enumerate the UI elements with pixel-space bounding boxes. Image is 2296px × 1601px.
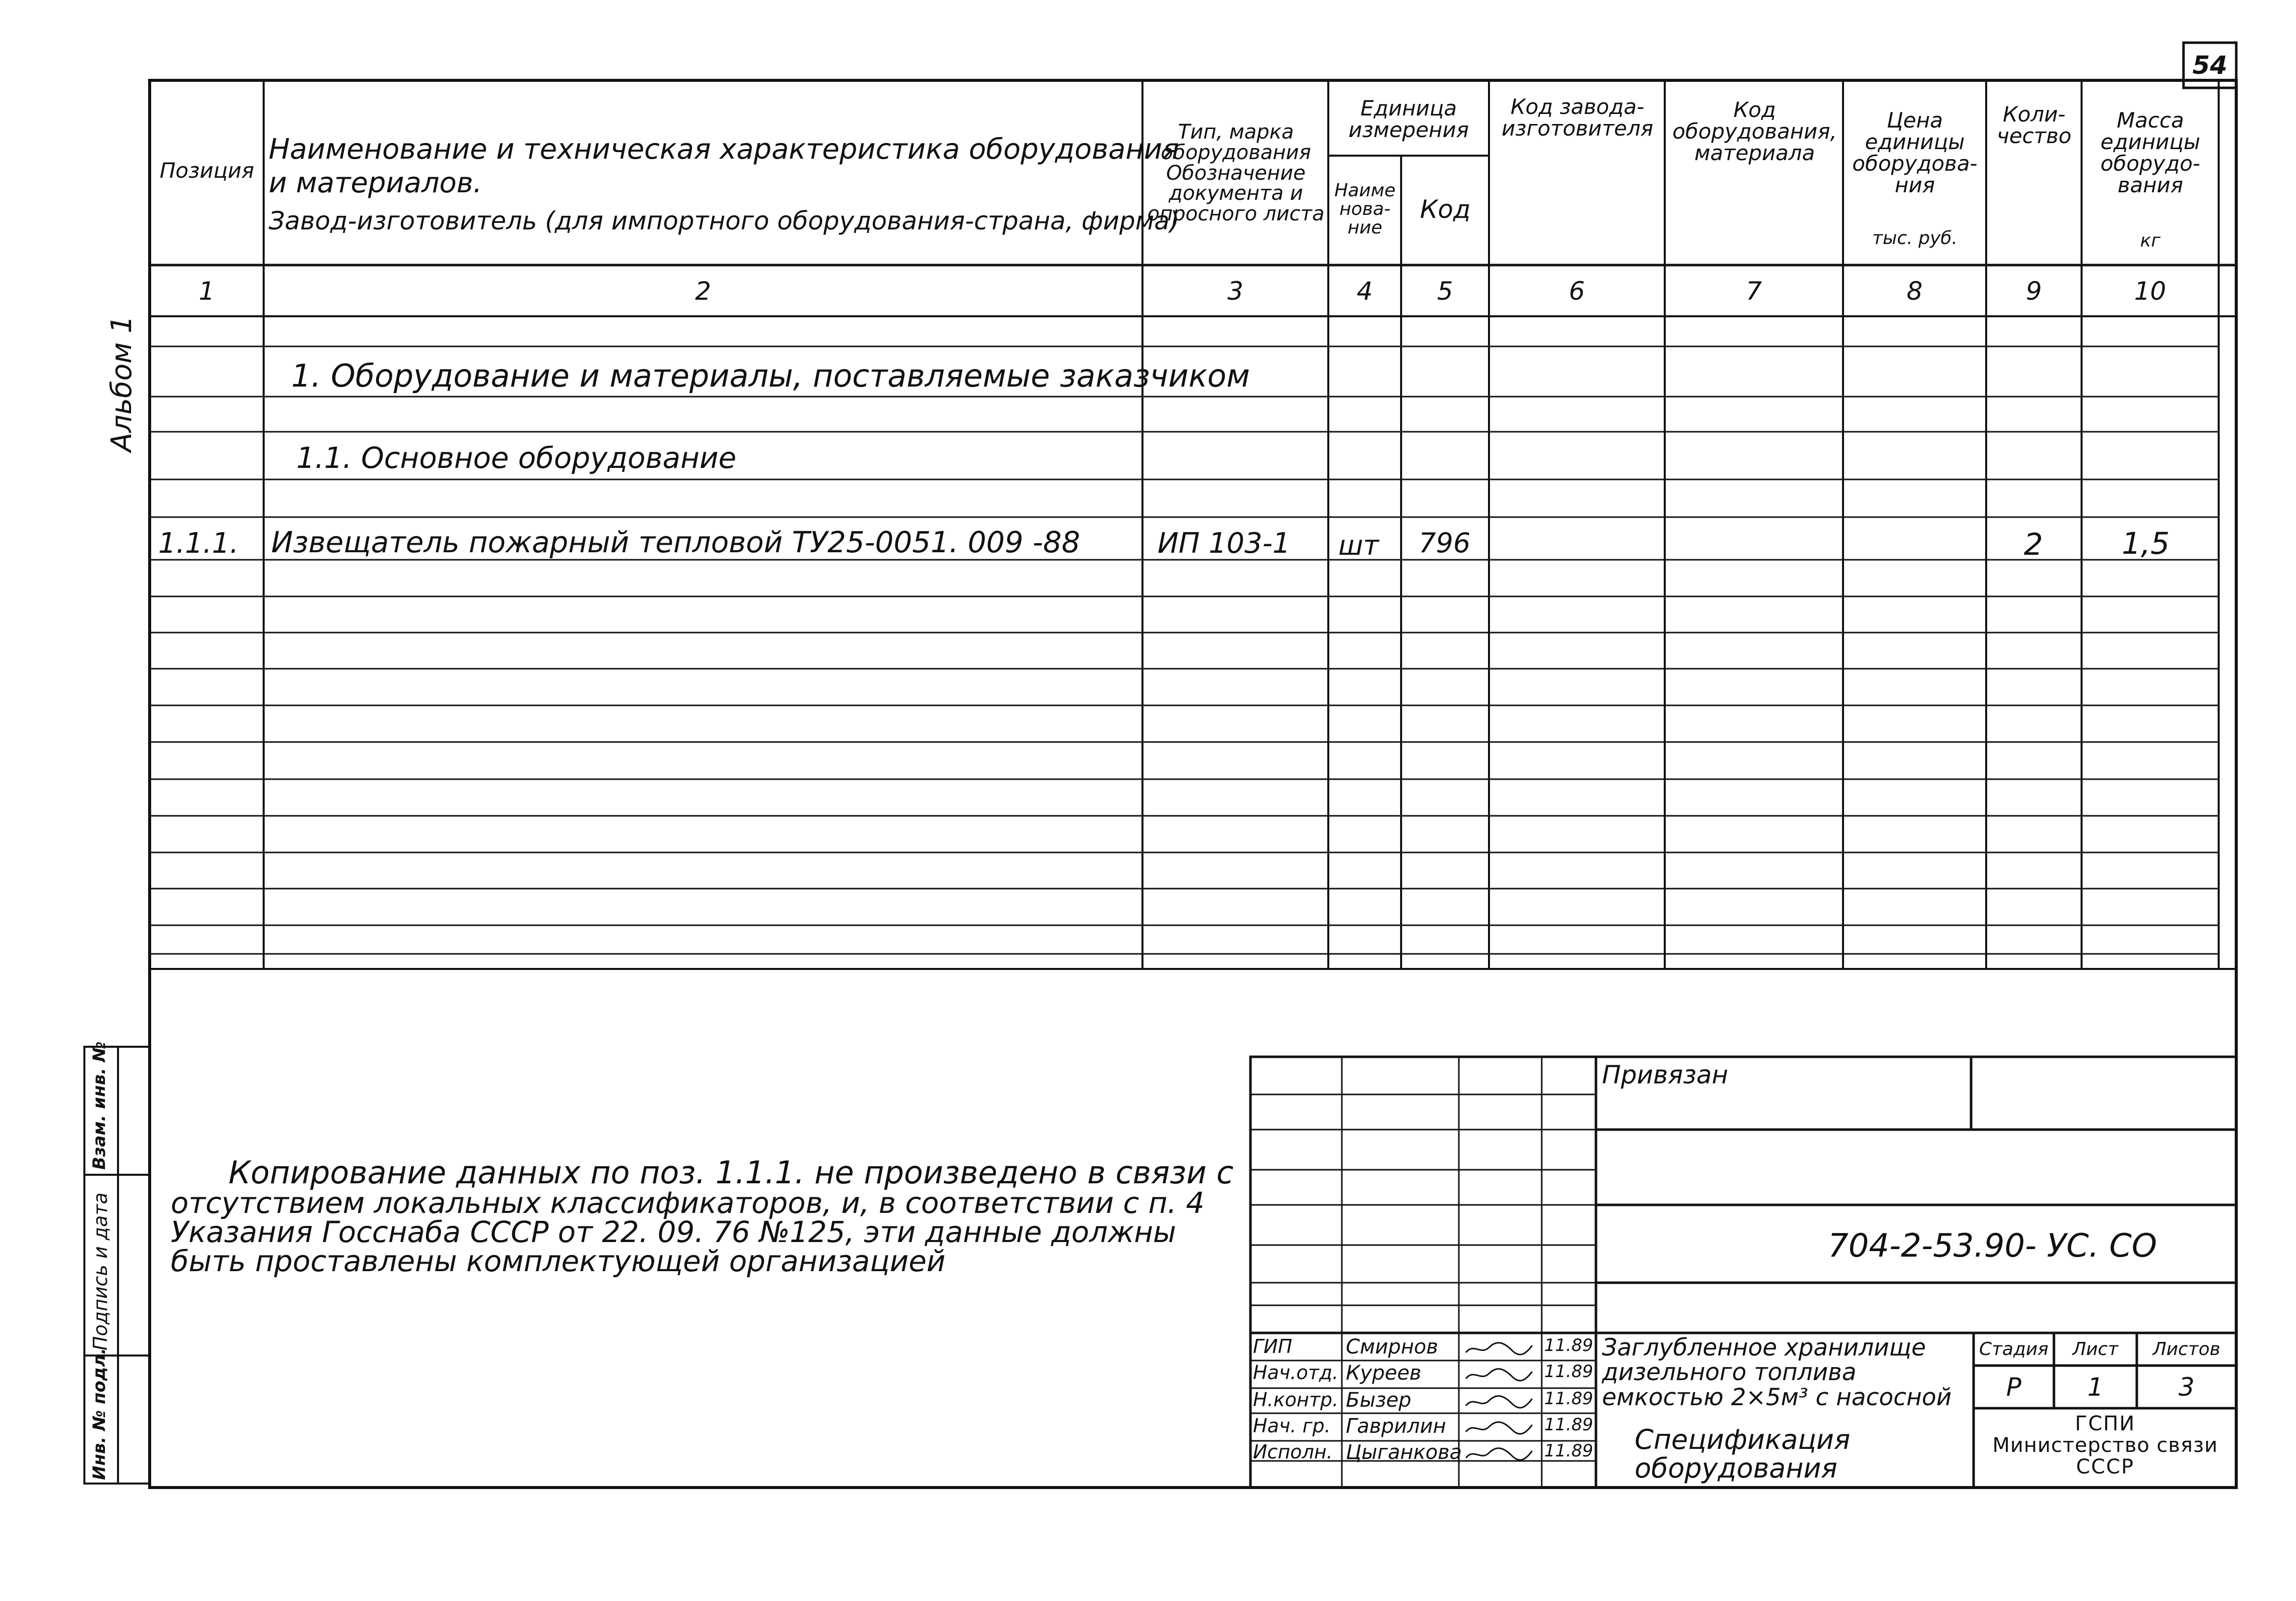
signature-scribble: [1464, 1420, 1534, 1436]
stamp-vzam-label: Взам. инв. №: [89, 1041, 109, 1170]
signer-name: Гаврилин: [1346, 1415, 1446, 1438]
document-title: [1635, 1426, 1850, 1483]
header-name-line3: Завод-изготовитель (для импортного оборудования-страна, фирма): [269, 206, 1180, 235]
stage-value: Р: [2006, 1372, 2022, 1402]
document-title-line2: оборудования: [1635, 1452, 1838, 1484]
header-price-unit: тыс. руб.: [1872, 227, 1958, 249]
signer-date: 11.89: [1544, 1441, 1593, 1461]
organization: [1975, 1413, 2236, 1479]
signer-role: Нач. гр.: [1253, 1415, 1331, 1437]
header-unit-code: Код: [1420, 195, 1471, 224]
column-number: 2: [695, 276, 711, 306]
signer-name: Цыганкова: [1346, 1441, 1462, 1464]
sheets-value: 3: [2178, 1372, 2195, 1402]
sheet-number: 54: [2192, 50, 2228, 80]
sheet-label: Лист: [2072, 1338, 2119, 1360]
column-number: 1: [198, 276, 215, 306]
header-unit-group: Единица измерения: [1348, 95, 1469, 142]
sheets-label: Листов: [2152, 1338, 2221, 1360]
header-mass-unit: кг: [2140, 230, 2161, 251]
signer-role: Нач.отд.: [1253, 1362, 1339, 1384]
stage-label: Стадия: [1979, 1338, 2049, 1360]
stamp-inv-label: Инв. № подл.: [89, 1347, 109, 1480]
note-line-4: быть проставлены комплектующей организацией: [171, 1244, 946, 1278]
column-number: 5: [1437, 276, 1453, 306]
document-title-line1: Спецификация: [1635, 1424, 1851, 1455]
signer-date: 11.89: [1544, 1415, 1593, 1435]
header-name-line1: Наименование и техническая характеристика оборудования: [269, 133, 1179, 166]
column-number: 3: [1227, 276, 1243, 306]
row-qty: 2: [2024, 527, 2043, 562]
note-line-1: Копирование данных по поз. 1.1.1. не произведено в связи с: [228, 1154, 1234, 1191]
document-designation: 704-2-53.90- УС. СО: [1828, 1227, 2157, 1265]
organization-line1: ГСПИ: [2075, 1412, 2136, 1435]
header-price: Цена единицы оборудова- ния: [1852, 108, 1978, 197]
object-name-line1: Заглубленное хранилище: [1602, 1334, 1926, 1362]
signer-name: Куреев: [1346, 1362, 1422, 1385]
section-1-1-title: 1.1. Основное оборудование: [296, 441, 737, 475]
header-qty: Коли- чество: [1997, 102, 2072, 148]
signer-date: 11.89: [1544, 1389, 1593, 1409]
organization-line2: Министерство связи: [1992, 1434, 2218, 1457]
row-code: 796: [1419, 527, 1471, 559]
header-name-line2: и материалов.: [269, 167, 482, 199]
column-number: 7: [1746, 276, 1762, 306]
header-equip-code: Код оборудования, материала: [1672, 97, 1837, 165]
column-number: 6: [1569, 276, 1585, 306]
column-number: 10: [2134, 276, 2166, 306]
stamp-podpis-label: Подпись и дата: [89, 1192, 111, 1350]
object-name-line2: дизельного топлива: [1602, 1359, 1857, 1387]
signer-role: Н.контр.: [1253, 1389, 1339, 1411]
header-mass: Масса единицы оборудо- вания: [2100, 108, 2201, 197]
note-line-2: отсутствием локальных классификаторов, и, в соответствии с п. 4: [171, 1186, 1205, 1220]
note-line-3: Указания Госснаба СССР от 22. 09. 76 №125, эти данные должны: [171, 1215, 1176, 1249]
privyazan-label: Привязан: [1602, 1060, 1729, 1089]
signature-scribble: [1464, 1340, 1534, 1357]
header-position: Позиция: [159, 158, 255, 183]
column-number: 4: [1356, 276, 1373, 306]
signer-name: Бызер: [1346, 1389, 1412, 1412]
signature-scribble: [1464, 1367, 1534, 1383]
organization-line3: СССР: [2076, 1455, 2134, 1479]
signer-role: ГИП: [1253, 1335, 1293, 1358]
row-position: 1.1.1.: [158, 527, 239, 560]
signature-scribble: [1464, 1394, 1534, 1410]
column-number: 8: [1906, 276, 1923, 306]
row-type: ИП 103-1: [1158, 527, 1291, 560]
signature-scribble: [1464, 1446, 1534, 1462]
signer-role: Исполн.: [1253, 1441, 1333, 1463]
section-1-title: 1. Оборудование и материалы, поставляемые заказчиком: [291, 357, 1250, 394]
signer-date: 11.89: [1544, 1335, 1593, 1356]
object-name-line3: емкостью 2×5м³ с насосной: [1602, 1383, 1952, 1411]
column-number: 9: [2026, 276, 2042, 306]
note-block: [171, 1154, 1234, 1278]
object-name: [1602, 1335, 1951, 1410]
album-label: Альбом 1: [105, 315, 138, 452]
signer-date: 11.89: [1544, 1362, 1593, 1382]
header-unit-name: Наиме нова- ние: [1334, 180, 1396, 238]
signer-name: Смирнов: [1346, 1335, 1438, 1359]
row-unit: шт: [1338, 530, 1379, 561]
row-mass: 1,5: [2122, 526, 2170, 561]
header-name: [269, 133, 1180, 235]
sheet-value: 1: [2087, 1372, 2104, 1402]
header-maker-code: Код завода- изготовителя: [1501, 94, 1654, 141]
header-type: Тип, марка оборудования Обозначение документа и опросного листа: [1147, 120, 1325, 226]
row-name: Извещатель пожарный тепловой ТУ25-0051. 009 -88: [271, 525, 1080, 559]
